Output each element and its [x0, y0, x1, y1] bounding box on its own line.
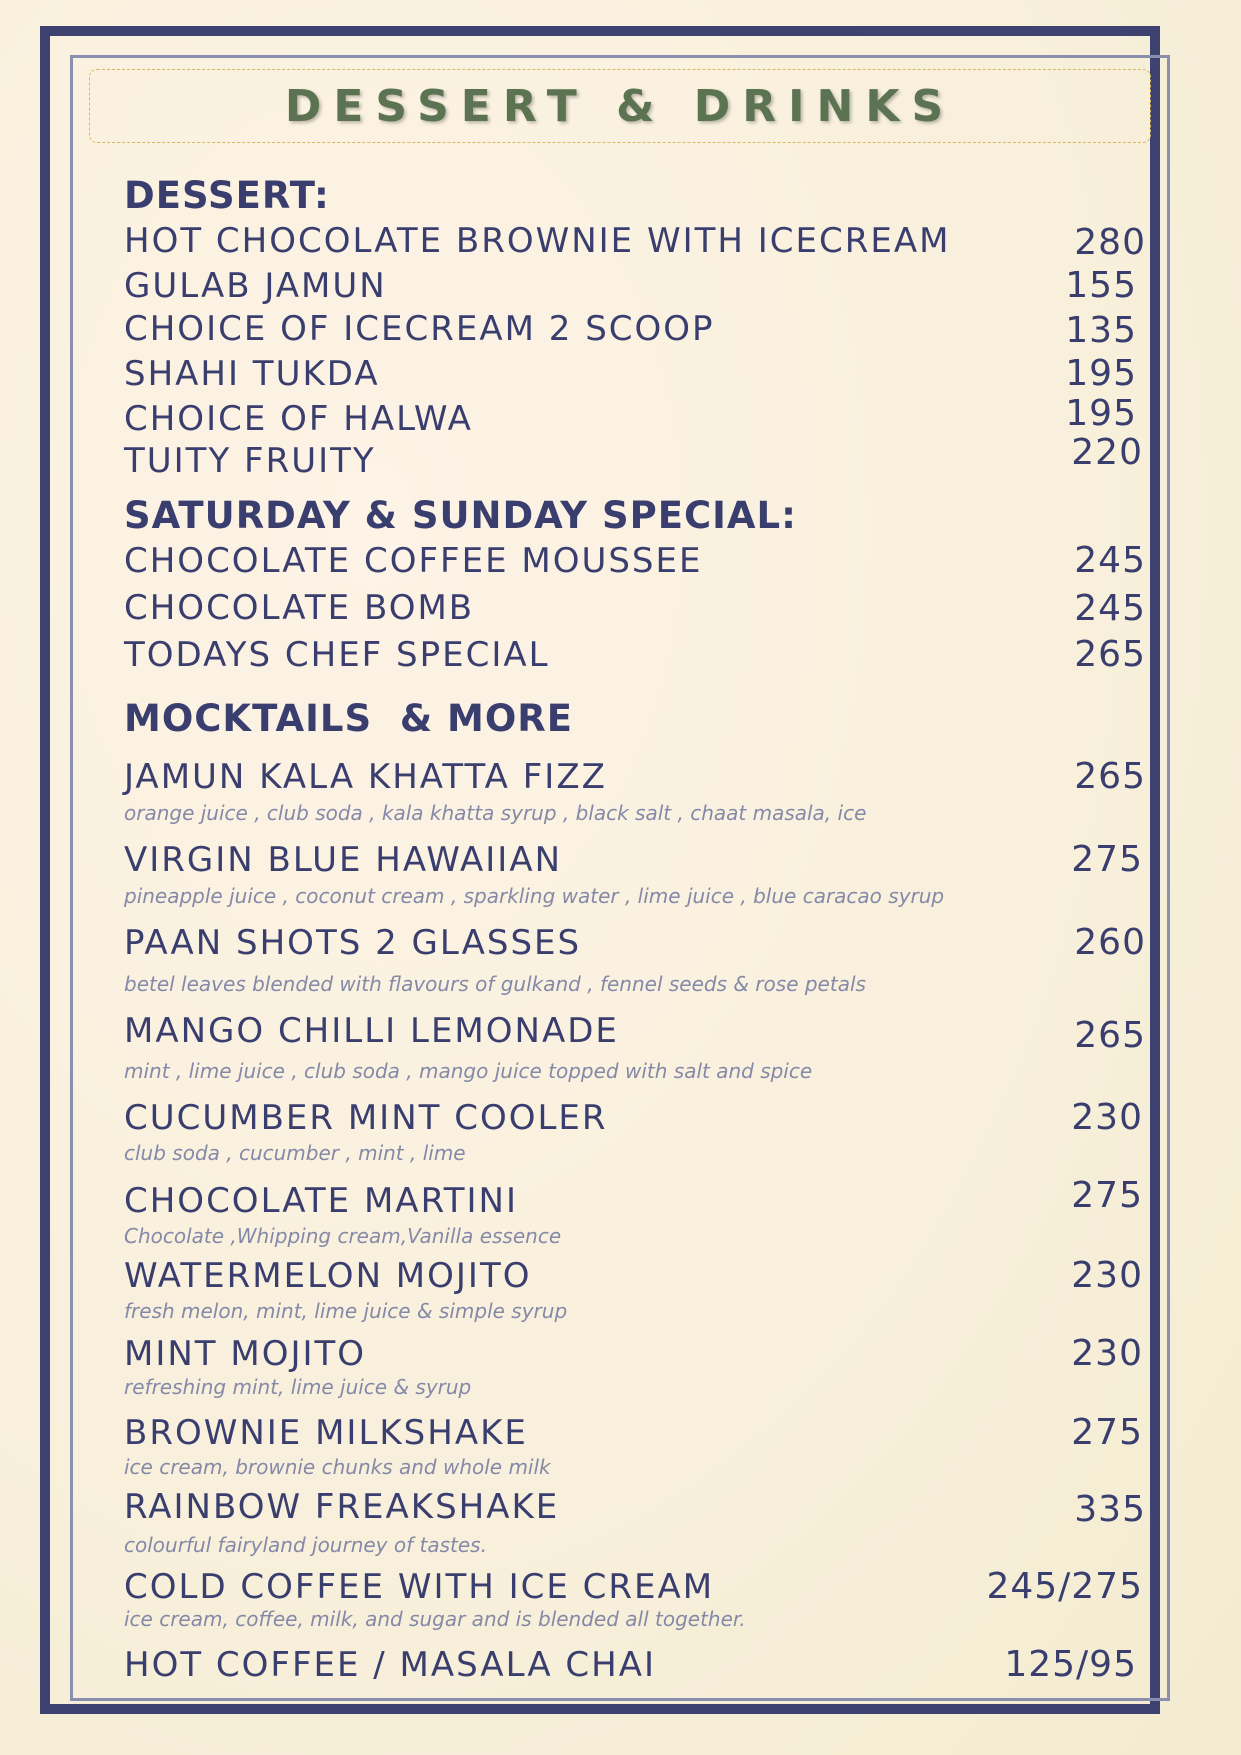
menu-item-price: 245	[1074, 588, 1146, 629]
menu-item-name: CHOICE OF HALWA	[124, 399, 473, 439]
menu-item-description: pineapple juice , coconut cream , sparkling water , lime juice , blue caracao syrup	[124, 884, 945, 908]
menu-item-price: 260	[1074, 922, 1146, 963]
menu-title: DESSERT & DRINKS	[284, 80, 956, 132]
menu-item-price: 125/95	[1004, 1644, 1137, 1685]
menu-item-price: 245	[1074, 540, 1146, 581]
menu-item-description: mint , lime juice , club soda , mango juice topped with salt and spice	[124, 1059, 813, 1083]
menu-item-price: 195	[1065, 393, 1137, 434]
menu-item-name: TODAYS CHEF SPECIAL	[124, 635, 550, 675]
menu-item-price: 275	[1071, 839, 1143, 880]
menu-item-price: 245/275	[986, 1566, 1143, 1607]
menu-item-name: GULAB JAMUN	[124, 266, 387, 306]
menu-item-name: RAINBOW FREAKSHAKE	[124, 1487, 560, 1527]
menu-item-description: club soda , cucumber , mint , lime	[124, 1141, 466, 1165]
menu-item-name: CUCUMBER MINT COOLER	[124, 1098, 608, 1138]
menu-item-name: HOT COFFEE / MASALA CHAI	[124, 1645, 657, 1685]
menu-item-name: TUITY FRUITY	[124, 441, 376, 481]
menu-item-description: orange juice , club soda , kala khatta syrup , black salt , chaat masala, ice	[124, 801, 867, 825]
menu-item-name: CHOCOLATE MARTINI	[124, 1181, 518, 1221]
menu-item-price: 135	[1065, 310, 1137, 351]
menu-item-price: 275	[1071, 1175, 1143, 1216]
menu-item-name: WATERMELON MOJITO	[124, 1256, 532, 1296]
menu-item-name: CHOCOLATE BOMB	[124, 588, 475, 628]
menu-item-price: 275	[1071, 1412, 1143, 1453]
menu-item-price: 195	[1065, 353, 1137, 394]
menu-item-description: ice cream, brownie chunks and whole milk	[124, 1455, 551, 1479]
menu-item-price: 220	[1071, 432, 1143, 473]
menu-item-name: MINT MOJITO	[124, 1334, 367, 1374]
menu-item-price: 230	[1071, 1333, 1143, 1374]
menu-item-name: CHOICE OF ICECREAM 2 SCOOP	[124, 309, 715, 349]
menu-item-name: JAMUN KALA KHATTA FIZZ	[124, 757, 607, 797]
menu-item-name: PAAN SHOTS 2 GLASSES	[124, 923, 582, 963]
menu-item-name: CHOCOLATE COFFEE MOUSSEE	[124, 541, 703, 581]
menu-item-description: ice cream, coffee, milk, and sugar and is blended all together.	[124, 1607, 746, 1631]
menu-item-name: COLD COFFEE WITH ICE CREAM	[124, 1567, 715, 1607]
menu-item-price: 155	[1065, 265, 1137, 306]
menu-item-price: 265	[1074, 756, 1146, 797]
menu-item-description: fresh melon, mint, lime juice & simple syrup	[124, 1299, 568, 1323]
section-heading-weekend-special: SATURDAY & SUNDAY SPECIAL:	[124, 494, 797, 537]
section-heading-dessert: DESSERT:	[124, 174, 330, 217]
menu-item-name: MANGO CHILLI LEMONADE	[124, 1011, 619, 1051]
menu-item-price: 230	[1071, 1097, 1143, 1138]
menu-item-name: SHAHI TUKDA	[124, 354, 380, 394]
menu-item-name: BROWNIE MILKSHAKE	[124, 1413, 528, 1453]
menu-item-price: 265	[1074, 634, 1146, 675]
menu-item-description: colourful fairyland journey of tastes.	[124, 1533, 487, 1557]
menu-item-price: 230	[1071, 1255, 1143, 1296]
menu-item-price: 280	[1074, 222, 1146, 263]
menu-item-price: 335	[1074, 1489, 1146, 1530]
menu-item-description: betel leaves blended with flavours of gulkand , fennel seeds & rose petals	[124, 972, 866, 996]
menu-item-name: HOT CHOCOLATE BROWNIE WITH ICECREAM	[124, 221, 951, 261]
menu-item-description: Chocolate ,Whipping cream,Vanilla essence	[124, 1224, 562, 1248]
menu-item-name: VIRGIN BLUE HAWAIIAN	[124, 840, 563, 880]
title-banner	[89, 69, 1151, 143]
menu-item-description: refreshing mint, lime juice & syrup	[124, 1375, 472, 1399]
section-heading-mocktails: MOCKTAILS & MORE	[124, 697, 574, 740]
menu-item-price: 265	[1074, 1015, 1146, 1056]
